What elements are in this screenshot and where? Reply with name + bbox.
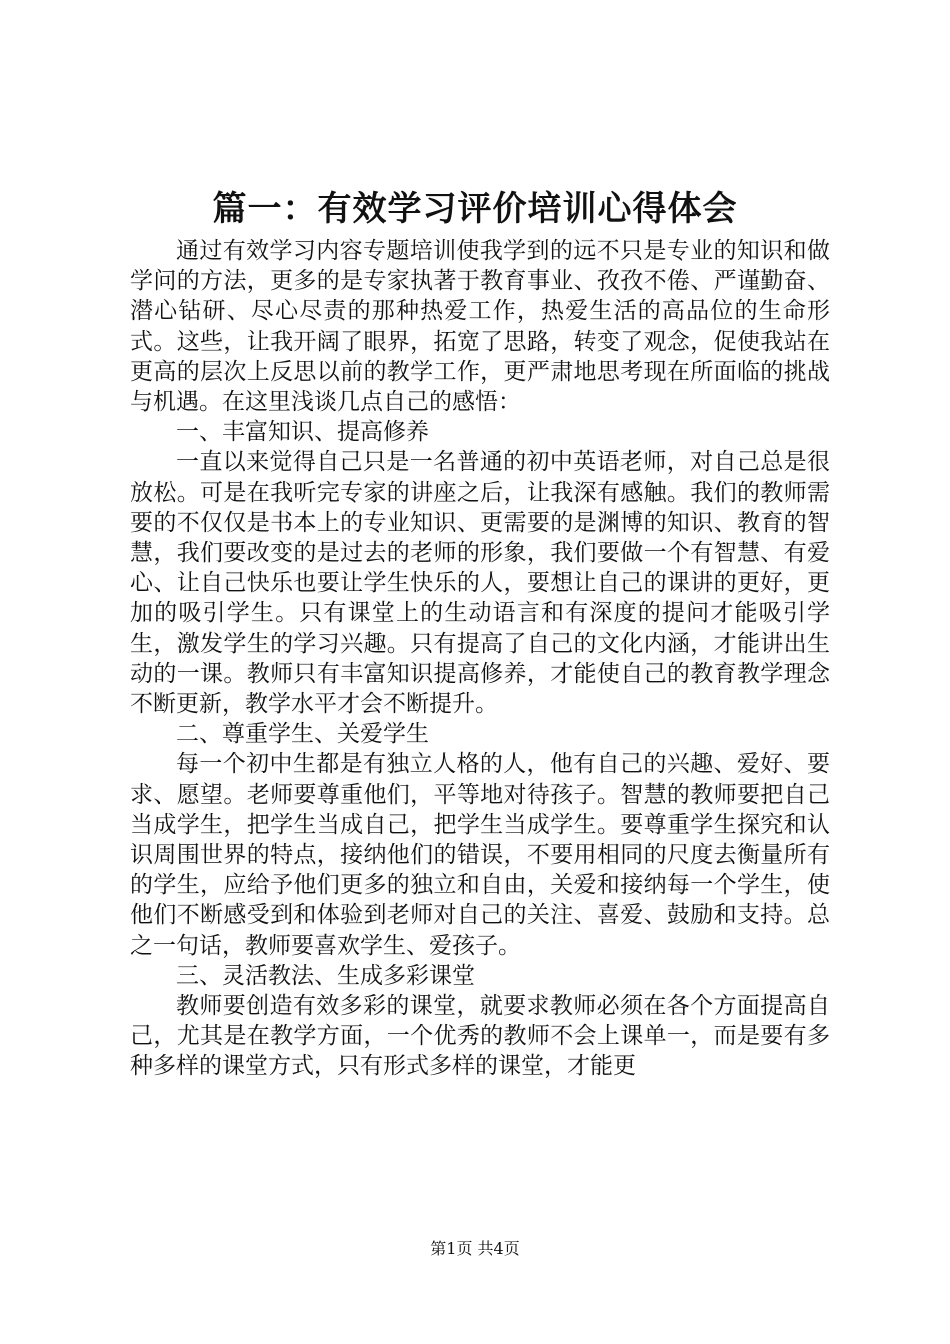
- paragraph-intro: 通过有效学习内容专题培训使我学到的远不只是专业的知识和做学问的方法，更多的是专家执著于教育事业、孜孜不倦、严谨勤奋、潜心钻研、尽心尽责的那种热爱工作，热爱生活的高品位的生命形式。这些，让我开阔了眼界，拓宽了思路，转变了观念，促使我站在更高的层次上反思以前的教学工作，更严肃地思考现在所面临的挑战与机遇。在这里浅谈几点自己的感悟：: [130, 238, 830, 416]
- section-heading-2: 二、尊重学生、关爱学生: [176, 721, 429, 748]
- paragraph-section-1: 一直以来觉得自己只是一名普通的初中英语老师，对自己总是很放松。可是在我听完专家的讲座之后，让我深有感触。我们的教师需要的不仅仅是书本上的专业知识、更需要的是渊博的知识、教育的智慧，我们要改变的是过去的老师的形象，我们要做一个有智慧、有爱心、让自己快乐也要让学生快乐的人，要想让自己的课讲的更好，更加的吸引学生。只有课堂上的生动语言和有深度的提问才能吸引学生，激发学生的学习兴趣。只有提高了自己的文化内涵，才能讲出生动的一课。教师只有丰富知识提高修养，才能使自己的教育教学理念不断更新，教学水平才会不断提升。: [130, 449, 830, 718]
- section-heading-3: 三、灵活教法、生成多彩课堂: [176, 962, 475, 989]
- paragraph-section-3: 教师要创造有效多彩的课堂，就要求教师必须在各个方面提高自己，尤其是在教学方面，一个优秀的教师不会上课单一，而是要有多种多样的课堂方式，只有形式多样的课堂，才能更: [130, 993, 830, 1080]
- page-number-footer: 第1页 共4页: [430, 1239, 520, 1258]
- document-body: [130, 236, 830, 1082]
- document-title: 篇一：有效学习评价培训心得体会: [212, 189, 738, 229]
- section-heading-1: 一、丰富知识、提高修养: [176, 419, 429, 446]
- paragraph-section-2: 每一个初中生都是有独立人格的人，他有自己的兴趣、爱好、要求、愿望。老师要尊重他们，平等地对待孩子。智慧的教师要把自己当成学生，把学生当成自己，把学生当成学生。要尊重学生探究和认识周围世界的特点，接纳他们的错误，不要用相同的尺度去衡量所有的学生，应给予他们更多的独立和自由，关爱和接纳每一个学生，使他们不断感受到和体验到老师对自己的关注、喜爱、鼓励和支持。总之一句话，教师要喜欢学生、爱孩子。: [130, 751, 830, 959]
